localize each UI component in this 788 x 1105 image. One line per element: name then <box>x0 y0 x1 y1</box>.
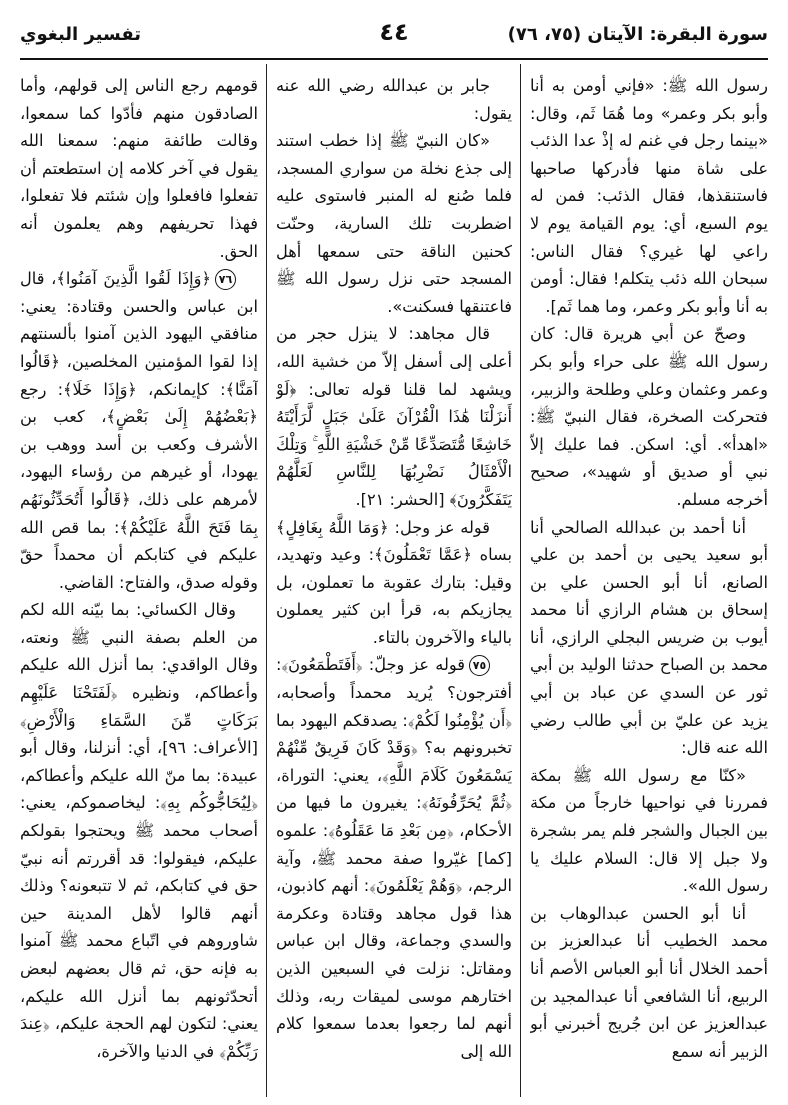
book-title: تفسير البغوي <box>20 24 142 45</box>
column-divider <box>266 64 267 1097</box>
paragraph-text: قوله عز وجلّ: ﴿أَفَتَطْمَعُونَ﴾: أفترجون؟ يُريد محمداً وأصحابه، ﴿أَن يُؤْمِنُوا لَكُمْ﴾: يصدقكم اليهود بما تخبرونهم به؟ ﴿وَقَدْ كَانَ فَرِيقٌ مِّنْهُمْ يَسْمَعُونَ كَلَامَ اللَّهِ﴾، يعني: التوراة، ﴿ثُمَّ يُحَرِّفُونَهُ﴾: يغيرون ما فيها من الأحكام، ﴿مِن بَعْدِ مَا عَقَلُوهُ﴾: علموه [كما] غيّروا صفة محمد ﷺ، وآية الرجم، ﴿وَهُمْ يَعْلَمُونَ﴾: أنهم كاذبون، هذا قول مجاهد وقتادة وعكرمة والسدي وجماعة، وقال ابن عباس ومقاتل: نزلت في السبعين الذين اختارهم موسى لميقات ربه، وذلك أنهم لما رجعوا بعدما سمعوا كلام الله إلى <box>276 655 512 1061</box>
paragraph: «كان النبيّ ﷺ إذا خطب استند إلى جذع نخلة من سواري المسجد، فلما صُنع له المنبر فاستوى عليه اضطربت تلك السارية، وحنّت كحنين الناقة حتى سمعها أهل المسجد حتى نزل رسول الله ﷺ فاعتنقها فسكنت». <box>276 131 512 316</box>
text-column-right <box>530 72 768 1097</box>
surah-title: سورة البقرة: الآيتان (٧٥، ٧٦) <box>507 24 768 45</box>
paragraph: رسول الله ﷺ: «فإني أومن به أنا وأبو بكر وعمر» وما هُمَا ثَم، وقال: «بينما رجل في غنم له إذْ عدا الذئب على شاة منها فأدركها صاحبها فاستنقذها، فقال الذئب: فمن له يوم السبع، أي: يوم القيامة يوم لا راعي لها غيري؟ فقال الناس: سبحان الله ذئب يتكلم! فقال: أومن به أنا وأبو بكر وعمر، وما هما ثَم]. <box>530 76 768 316</box>
verse-paragraph <box>276 651 512 1065</box>
paragraph: قال مجاهد: لا ينزل حجر من أعلى إلى أسفل إلاّ من خشية الله، ويشهد لما قلنا قوله تعالى: ﴿لَوْ أَنزَلْنَا هَٰذَا الْقُرْآنَ عَلَىٰ جَبَلٍ لَّرَأَيْتَهُ خَاشِعًا مُّتَصَدِّعًا مِّنْ خَشْيَةِ اللَّهِ ۚ وَتِلْكَ الْأَمْثَالُ نَضْرِبُهَا لِلنَّاسِ لَعَلَّهُمْ يَتَفَكَّرُونَ﴾ [الحشر: ٢١]. <box>276 324 512 509</box>
paragraph: قوله عز وجل: ﴿وَمَا اللَّهُ بِغَافِلٍ﴾ بساه ﴿عَمَّا تَعْمَلُونَ﴾: وعيد وتهديد، وقيل: بتارك عقوبة ما تعملون، بل يجازيكم به، قرأ ابن كثير يعملون بالياء والآخرون بالتاء. <box>276 517 512 647</box>
paragraph: أنا أبو الحسن عبدالوهاب بن محمد الخطيب أنا عبدالعزيز بن أحمد الخلال أنا أبو العباس الأصم أنا الربيع، أنا الشافعي أنا عبدالمجيد بن عبدالعزيز عن ابن جُريج أخبرني أبو الزبير أنه سمع <box>530 903 768 1061</box>
text-column-middle <box>276 72 512 1097</box>
verse-number-badge: ٧٥ <box>469 655 490 676</box>
paragraph-text: ﴿وَإِذَا لَقُوا الَّذِينَ آمَنُوا﴾، قال ابن عباس والحسن وقتادة: يعني: منافقي اليهود الذين آمنوا بألسنتهم إذا لقوا المؤمنين المخلصين، ﴿قَالُوا آمَنَّا﴾: كإيمانكم، ﴿وَإِذَا خَلَا﴾: رجع ﴿بَعْضُهُمْ إِلَىٰ بَعْضٍ﴾، كعب بن الأشرف وكعب بن أسد ووهب بن يهودا، أو غيرهم من رؤساء اليهود، لأمرهم على ذلك، ﴿قَالُوا أَتُحَدِّثُونَهُم بِمَا فَتَحَ اللَّهُ عَلَيْكُمْ﴾: بما قص الله عليكم في كتابكم أن محمداً حقّ وقوله صدق، والفتاح: القاضي. <box>20 269 258 592</box>
paragraph: وقال الكسائي: بما بيّنه الله لكم من العلم بصفة النبي ﷺ ونعته، وقال الواقدي: بما أنزل الله عليكم وأعطاكم، ونظيره ﴿لَفَتَحْنَا عَلَيْهِم بَرَكَاتٍ مِّنَ السَّمَاءِ وَالْأَرْضِ﴾ [الأعراف: ٩٦]، أي: أنزلنا، وقال أبو عبيدة: بما منّ الله عليكم وأعطاكم، ﴿لِيُحَاجُّوكُم بِهِ﴾: ليخاصموكم، يعني: أصحاب محمد ﷺ ويحتجوا بقولكم عليكم، فيقولوا: قد أقررتم أنه نبيّ حق في كتابكم، ثم لا تتبعونه؟ وذلك أنهم قالوا لأهل المدينة حين شاوروهم في اتّباع محمد ﷺ آمنوا به فإنه حق، ثم قال بعضهم لبعض أتحدّثونهم بما أنزل الله عليكم، يعني: لتكون لهم الحجة عليكم، ﴿عِندَ رَبِّكُمْ﴾ في الدنيا والآخرة، <box>20 600 258 1061</box>
verse-number-badge: ٧٦ <box>215 269 236 290</box>
paragraph: قومهم رجع الناس إلى قولهم، وأما الصادقون منهم فأدّوا كما سمعوا، وقالت طائفة منهم: سمعنا الله يقول في آخر كلامه إن استطعتم أن تفعلوا فافعلوا وإن شئتم فلا تفعلوا، فهذا تحريفهم وهم يعلمون أنه الحق. <box>20 76 258 261</box>
page-header <box>20 12 768 52</box>
paragraph: أنا أحمد بن عبدالله الصالحي أنا أبو سعيد يحيى بن أحمد بن علي الصانع، أنا أبو الحسن علي بن إسحاق بن هشام الرازي أنا محمد أيوب بن ضريس البجلي الرازي، أنا محمد بن الصباح حدثنا الوليد بن أبي ثور عن السدي عن عباد بن أبي يزيد عن عليّ بن أبي طالب رضي الله عنه قال: <box>530 517 768 758</box>
verse-paragraph <box>20 265 258 596</box>
paragraph: وصحّ عن أبي هريرة قال: كان رسول الله ﷺ على حراء وأبو بكر وعمر وعثمان وعلي وطلحة والزبير، فتحركت الصخرة، فقال النبيّ ﷺ: «اهدأ». أي: اسكن. فما عليك إلاّ نبي أو صديق أو شهيد»، صحيح أخرجه مسلم. <box>530 324 768 509</box>
paragraph: جابر بن عبدالله رضي الله عنه يقول: <box>276 76 512 123</box>
text-column-left <box>20 72 258 1097</box>
header-divider <box>20 58 768 60</box>
column-divider <box>520 64 521 1097</box>
paragraph: «كنّا مع رسول الله ﷺ بمكة فمررنا في نواحيها خارجاً من مكة بين الجبال والشجر فلم يمر بشجرة ولا جبل إلا قال: السلام عليك يا رسول الله». <box>530 765 768 896</box>
page-number: ٤٤ <box>379 18 409 46</box>
